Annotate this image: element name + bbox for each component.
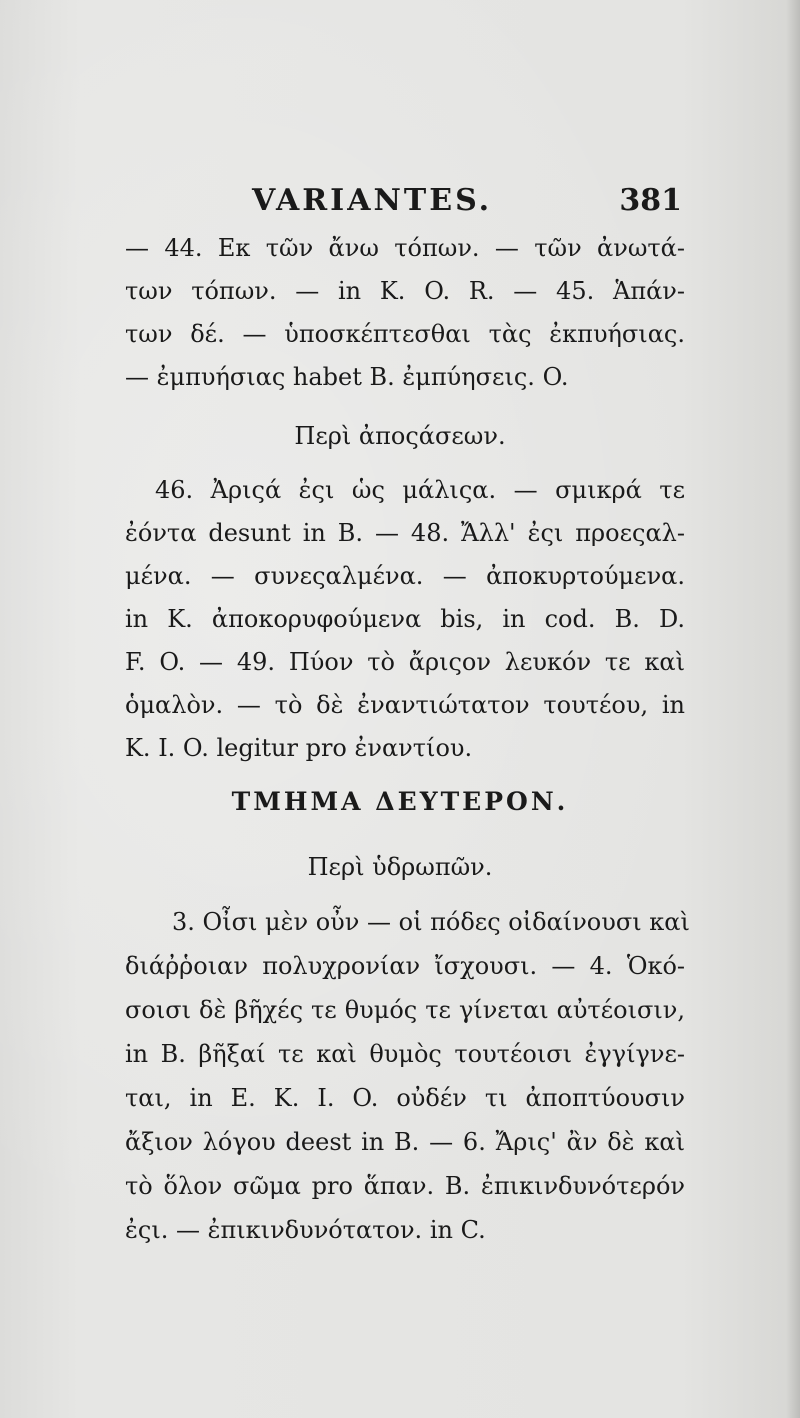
running-title: VARIANTES. [252, 183, 493, 218]
text-line: ὁμαλὸν. — τὸ δὲ ἐναντιώτατον τουτέου, in [125, 691, 685, 719]
text-line: των τόπων. — in K. O. R. — 45. Ἁπάν- [125, 277, 685, 305]
text-line: των δέ. — ὑποσκέπτεσθαι τὰς ἐκπυήσιας. [125, 320, 685, 348]
section-title: ΤΜΗΜΑ ΔΕΥΤΕΡΟΝ. [231, 787, 569, 816]
text-line: σοισι δὲ βῆχές τε θυμός τε γίνεται αὐτέοισιν, [125, 996, 685, 1024]
text-line: 3. Οἶσι μὲν οὖν — οἱ πόδες οἰδαίνουσι καὶ [172, 908, 690, 936]
text-line: in K. ἀποκορυφούμενα bis, in cod. B. D. [125, 605, 685, 633]
subsection-heading: Περὶ ὑδρωπῶν. [307, 853, 493, 881]
page-number: 381 [619, 183, 682, 218]
text-line: ἐόντα desunt in B. — 48. Ἄλλ' ἐςι προεςαλ- [125, 519, 685, 547]
text-line: 46. Ἀριςά ἐςι ὡς μάλιςα. — σμικρά τε [155, 476, 685, 504]
text-line: — 44. Εκ τῶν ἄνω τόπων. — τῶν ἀνωτά- [125, 234, 685, 262]
text-line: διάῤῥοιαν πολυχρονίαν ἴσχουσι. — 4. Ὁκό- [125, 952, 685, 980]
page-spine-shadow [786, 0, 800, 1418]
text-line: ἄξιον λόγου deest in B. — 6. Ἄρις' ἂν δὲ καὶ [125, 1128, 685, 1156]
text-line: ἐςι. — ἐπικινδυνότατον. in C. [125, 1216, 486, 1244]
text-line: K. I. O. legitur pro ἐναντίου. [125, 734, 473, 762]
text-line: — ἐμπυήσιας habet B. ἐμπύησεις. O. [125, 363, 569, 391]
text-line: in B. βῆξαί τε καὶ θυμὸς τουτέοισι ἐγγίγνε- [125, 1040, 685, 1068]
page-header [200, 183, 690, 227]
text-line: F. O. — 49. Πύον τὸ ἄριςον λευκόν τε καὶ [125, 648, 685, 676]
subsection-heading: Περὶ ἀποςάσεων. [294, 422, 506, 450]
text-line: μένα. — συνεςαλμένα. — ἀποκυρτούμενα. [125, 562, 685, 590]
text-line: ται, in E. K. I. O. οὐδέν τι ἀποπτύουσιν [125, 1084, 685, 1112]
text-line: τὸ ὅλον σῶμα pro ἅπαν. B. ἐπικινδυνότερόν [125, 1172, 685, 1200]
